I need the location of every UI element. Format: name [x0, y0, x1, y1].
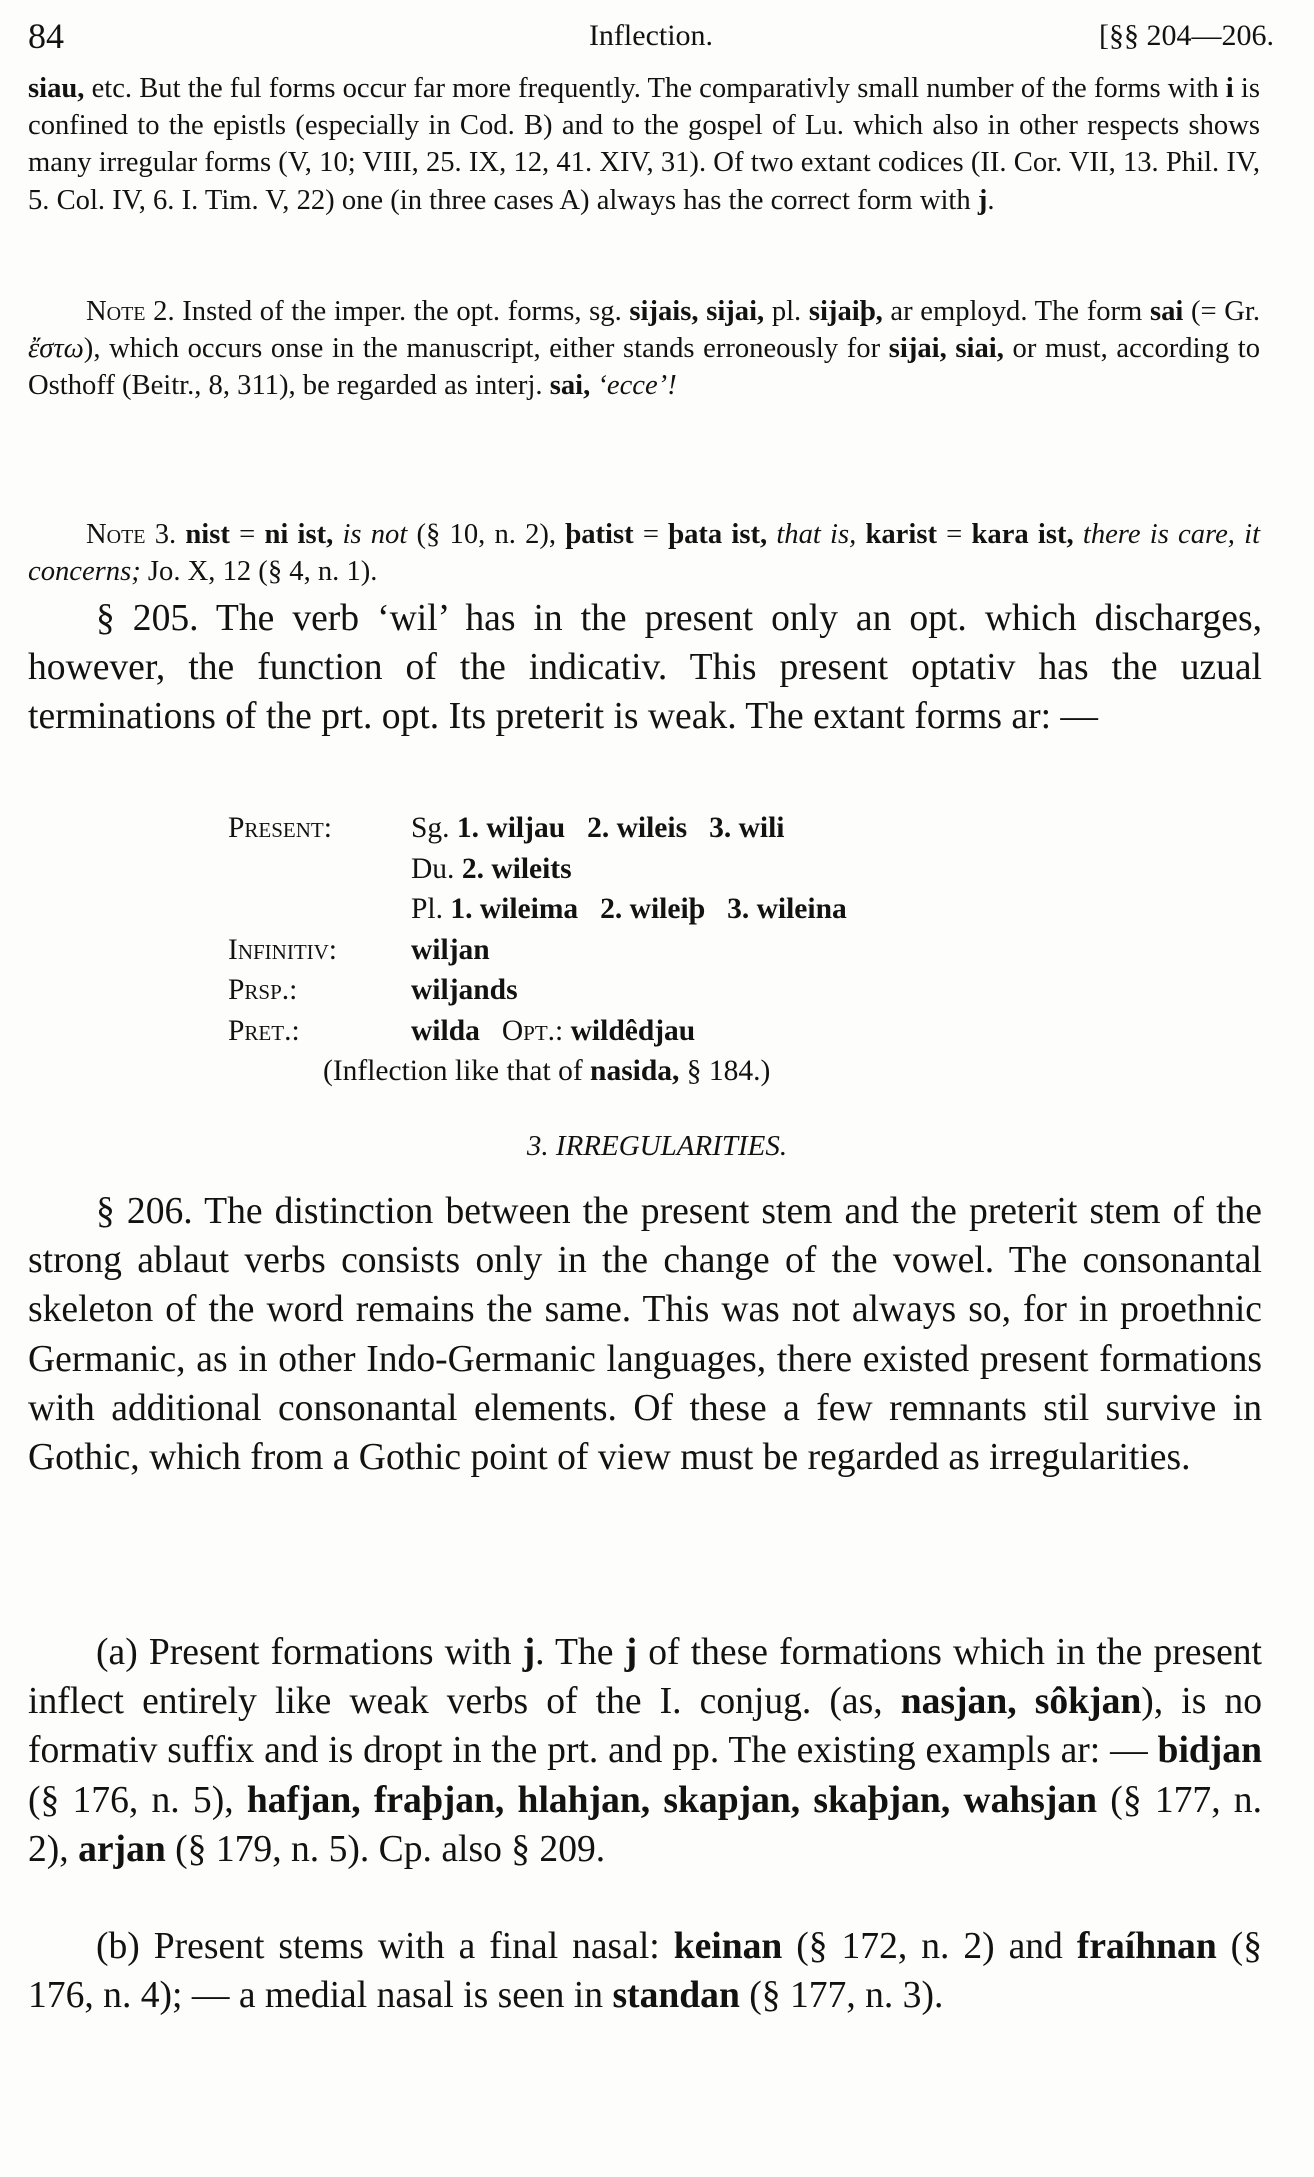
text-run: [1074, 519, 1083, 550]
bold-text: j: [977, 184, 988, 216]
bold-text: nasida,: [590, 1055, 680, 1087]
text-run: § 205. The verb ‘wil’ has in the present only an opt. which discharges, however, the function of the indicativ. This present optativ has the uzual terminations of the prt. opt. Its preterit is weak. The extant forms ar: —: [28, 598, 1262, 738]
infinitiv-label: Infinitiv:: [228, 933, 338, 966]
text-run: Insted of the imper. the opt. forms, sg.: [174, 296, 630, 327]
section-206: [28, 1187, 1262, 1482]
text-run: of these formations which in the present inflect entirely like weak verbs of the I. conjug. (as,: [28, 1632, 1262, 1723]
bold-text: þata ist,: [668, 519, 768, 550]
text-run: [767, 519, 776, 550]
note-2: [28, 293, 1260, 405]
bold-text: sijai,: [888, 333, 947, 365]
bold-text: sijais,: [629, 296, 699, 327]
text-run: (§ 176, n. 5),: [28, 1779, 247, 1821]
italic-text: ‘ecce’!: [597, 370, 677, 402]
pl-form-3: 3. wileina: [727, 893, 847, 925]
bold-text: nist: [185, 519, 230, 550]
text-run: § 206. The distinction between the present stem and the preterit stem of the strong ablaut verbs consists only in the change of the vowel. The consonantal skeleton of the word remains the same. This was not always so, for in proethnic Germanic, as in other Indo-Germanic languages, there existed present formations with additional consonantal elements. Of these a few remnants stil survive in Gothic, which from a Gothic point of view must be regarded as irregularities.: [28, 1191, 1262, 1479]
text-run: (§ 177, n. 2),: [28, 1779, 1262, 1870]
section-range: [§§ 204—206.: [1099, 19, 1274, 52]
bold-text: kara ist,: [971, 519, 1074, 550]
text-run: =: [633, 519, 669, 550]
pl-form-1: 1. wileima: [450, 893, 579, 925]
text-run: (a) Present formations with: [96, 1632, 523, 1673]
italic-text: is not: [342, 519, 408, 550]
du-form-2: 2. wileits: [461, 852, 572, 885]
text-run: (§ 176, n. 4); — a medial nasal is seen in: [28, 1926, 1262, 2017]
sg-form-3: 3. wili: [709, 812, 785, 844]
text-run: etc. But the ful forms occur far more frequently. The comparativly small number of the forms with: [84, 73, 1226, 104]
text-run: ar employd. The form: [882, 296, 1150, 327]
continued-paragraph: [28, 70, 1260, 219]
bold-text: ni ist,: [264, 519, 334, 550]
italic-text: ἔστω: [28, 333, 84, 365]
bold-text: keinan: [673, 1926, 783, 1967]
pret-label: Pret.:: [228, 1014, 300, 1047]
text-run: pl.: [764, 296, 809, 327]
bold-text: j: [522, 1632, 536, 1673]
text-run: (§ 177, n. 3).: [739, 1975, 944, 2017]
present-label: Present:: [228, 812, 332, 844]
italic-text: there is care, it concerns;: [28, 519, 1261, 588]
bold-text: nasjan, sôkjan: [900, 1681, 1142, 1723]
bold-text: hafjan, fraþjan, hlahjan, skapjan, skaþjan, wahsjan: [246, 1779, 1098, 1821]
note-3: [28, 516, 1260, 590]
prsp-row: [228, 970, 1128, 1011]
small-caps-label: Note 3.: [86, 519, 177, 550]
bold-text: sijaiþ,: [808, 296, 883, 327]
infinitiv-row: [228, 930, 1128, 971]
bold-text: karist: [865, 519, 937, 550]
bold-text: i: [1225, 73, 1234, 104]
text-run: (= Gr.: [1183, 296, 1260, 327]
page-header: [28, 8, 1274, 64]
running-title: Inflection.: [588, 19, 714, 52]
bold-text: siai,: [955, 333, 1004, 365]
text-run: § 184.): [679, 1055, 771, 1087]
small-caps-label: Note 2.: [86, 296, 175, 327]
text-run: . The: [535, 1632, 625, 1673]
pret-row: [228, 1011, 1128, 1052]
text-run: =: [936, 519, 972, 550]
bold-text: sai,: [549, 370, 591, 402]
opt-form: wildêdjau: [570, 1014, 696, 1047]
text-run: ), which occurs onse in the manuscript, either stands erroneously for: [83, 333, 889, 365]
text-run: (b) Present stems with a final nasal:: [96, 1926, 674, 1967]
present-pl-row: [228, 889, 1128, 930]
text-run: ), is no formativ suffix and is dropt in the prt. and pp. The existing exampls ar: —: [28, 1681, 1263, 1772]
prsp-label: Prsp.:: [228, 974, 298, 1006]
bold-text: fraíhnan: [1076, 1926, 1217, 1967]
pl-form-2: 2. wileiþ: [600, 893, 706, 925]
present-du-row: [228, 849, 1128, 890]
paragraph-a: [28, 1628, 1262, 1874]
bold-text: siau,: [28, 73, 85, 104]
page-number: 84: [28, 16, 64, 56]
text-run: (§ 172, n. 2) and: [782, 1926, 1077, 1967]
inflection-note: [228, 1051, 1128, 1092]
text-run: or must, according to Osthoff (Beitr., 8, 311), be regarded as interj.: [28, 333, 1261, 402]
section-205: [28, 594, 1262, 742]
italic-text: that is,: [776, 519, 857, 550]
paragraph-b: [28, 1922, 1262, 2020]
bold-text: bidjan: [1157, 1730, 1262, 1772]
text-run: (Inflection like that of: [323, 1055, 591, 1087]
infinitiv-form: wiljan: [411, 933, 490, 966]
pret-form: wilda: [411, 1014, 480, 1047]
pl-label: Pl.: [411, 893, 443, 925]
bold-text: j: [624, 1632, 638, 1673]
present-sg-row: [228, 808, 1128, 849]
text-run: =: [229, 519, 265, 550]
bold-text: arjan: [78, 1828, 166, 1870]
sg-form-1: 1. wiljau: [456, 812, 566, 844]
prsp-form: wiljands: [411, 974, 518, 1006]
text-run: Jo. X, 12 (§ 4, n. 1).: [140, 556, 378, 588]
conjugation-table: [228, 808, 1128, 1092]
bold-text: sai: [1149, 296, 1184, 327]
sg-label: Sg.: [411, 812, 450, 844]
text-run: (§ 179, n. 5). Cp. also § 209.: [165, 1828, 606, 1870]
du-label: Du.: [411, 852, 455, 885]
sg-form-2: 2. wileis: [587, 812, 688, 844]
bold-text: standan: [612, 1975, 740, 2017]
section-subheading: 3. IRREGULARITIES.: [526, 1130, 788, 1162]
text-run: is confined to the epistls (especially in Cod. B) and to the gospel of Lu. which also in other respects shows many irregular forms (V, 10; VIII, 25. IX, 12, 41. XIV, 31). Of two extant codices (II. Cor. VII, 13. Phil. IV, 5. Col. IV, 6. I. Tim. V, 22) one (in three cases A) always has the correct form with: [28, 73, 1260, 216]
bold-text: þatist: [565, 519, 634, 550]
opt-label: Opt.:: [501, 1014, 564, 1047]
text-run: .: [987, 184, 995, 216]
text-run: (§ 10, n. 2),: [407, 519, 566, 550]
bold-text: sijai,: [706, 296, 765, 327]
